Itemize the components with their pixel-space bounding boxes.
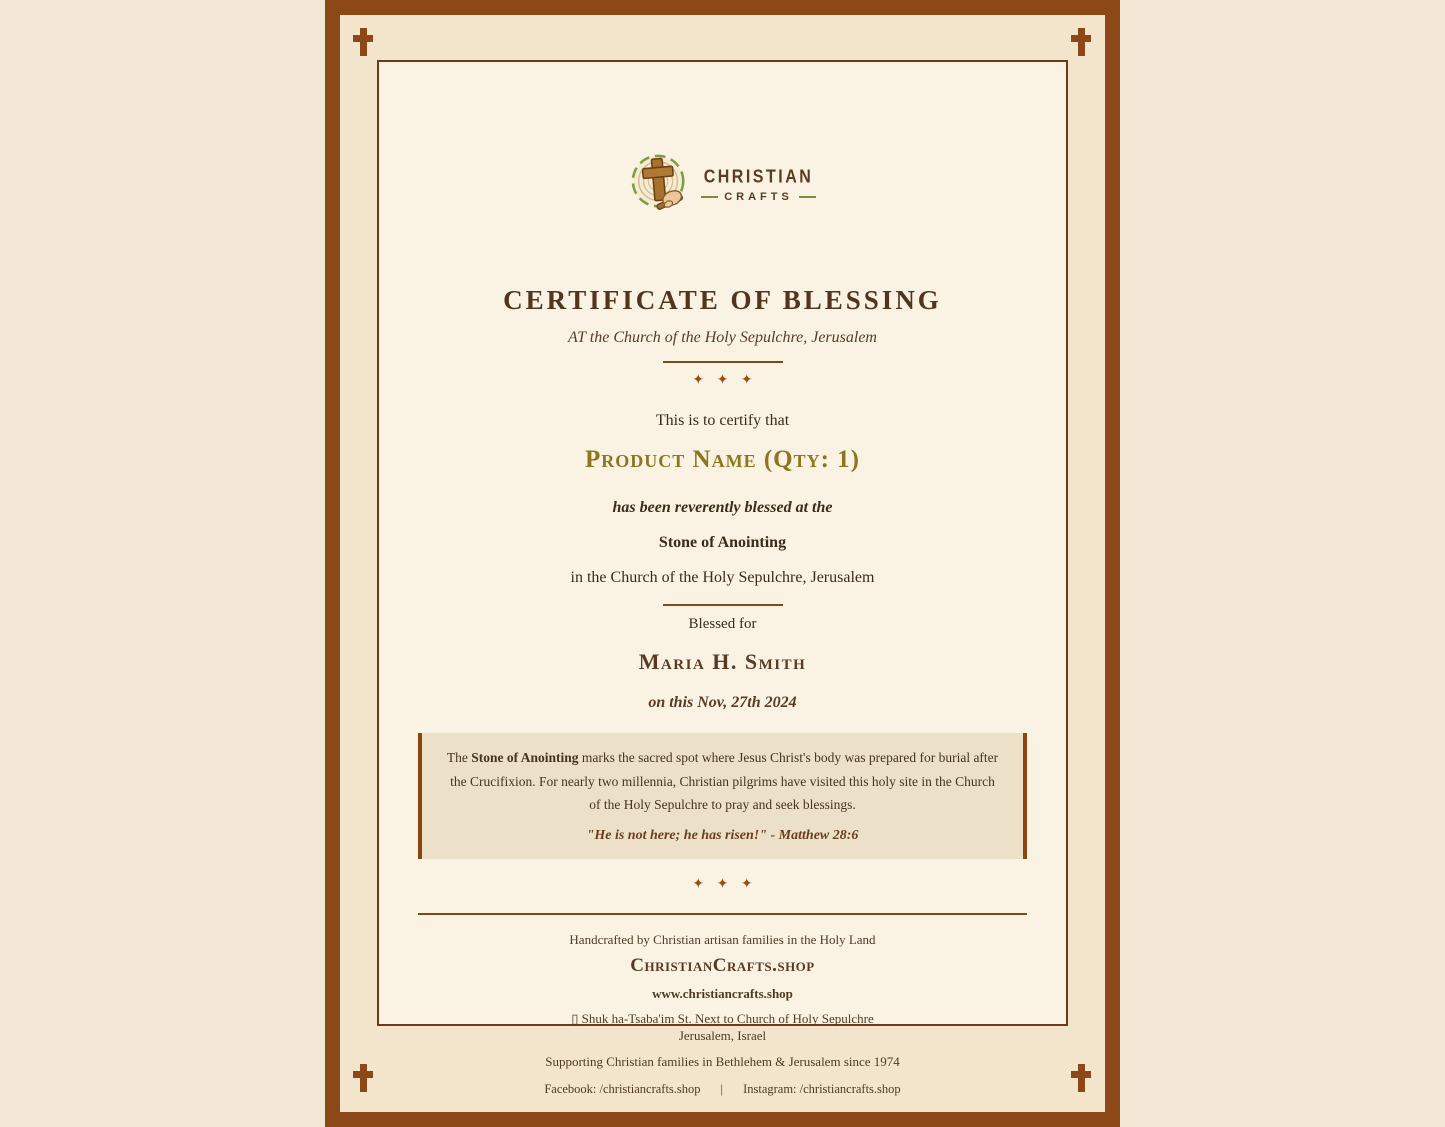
facebook-handle: Facebook: /christiancrafts.shop: [544, 1081, 701, 1096]
brand-logo: [379, 150, 1066, 221]
brand-subname-row: [701, 191, 816, 203]
info-text-bold: Stone of Anointing: [471, 750, 579, 765]
certificate-title: CERTIFICATE OF BLESSING: [503, 285, 942, 315]
info-text: [446, 746, 999, 817]
shop-name: ChristianCrafts.shop: [630, 954, 815, 976]
social-links: [379, 1082, 1066, 1097]
separator-bar: |: [720, 1081, 724, 1096]
dash-ornament: [799, 196, 816, 198]
logo-emblem-icon: [629, 150, 691, 221]
blessed-for-label: Blessed for: [688, 616, 757, 632]
corner-cross-icon: [353, 1064, 373, 1092]
divider-line: [663, 604, 783, 606]
logo-wordmark: [701, 169, 816, 203]
diamond-ornament: ✦ ✦ ✦: [692, 876, 753, 892]
blessing-date: on this Nov, 27th 2024: [648, 694, 797, 711]
address-line2: Jerusalem, Israel: [678, 1027, 767, 1043]
supporting-line: Supporting Christian families in Bethlehem & Jerusalem since 1974: [545, 1053, 900, 1069]
location-detail: in the Church of the Holy Sepulchre, Jerusalem: [570, 569, 875, 586]
instagram-handle: Instagram: /christiancrafts.shop: [743, 1081, 901, 1096]
certificate-paper: [377, 60, 1068, 1096]
decorative-frame: [325, 0, 1120, 1127]
website-url: www.christiancrafts.shop: [652, 985, 793, 1001]
footer-rule: [418, 913, 1027, 915]
address-line1: Shuk ha-Tsaba'im St. Next to Church of Holy Sepulchre: [581, 1010, 874, 1026]
shop-address: [379, 1011, 1066, 1045]
location-name: Stone of Anointing: [658, 534, 787, 551]
corner-cross-icon: [353, 28, 373, 56]
recipient-name: Maria H. Smith: [638, 649, 807, 674]
brand-subname: CRAFTS: [724, 190, 793, 203]
info-box: [418, 733, 1027, 859]
corner-cross-icon: [1071, 28, 1091, 56]
info-text-prefix: The: [446, 750, 472, 765]
diamond-ornament: ✦ ✦ ✦: [692, 373, 753, 388]
missing-glyph-icon: ▯: [571, 1010, 579, 1026]
divider-line: [663, 361, 783, 363]
scripture-quote: "He is not here; he has risen!" - Matthew 28:6: [586, 827, 859, 843]
dash-ornament: [701, 196, 718, 198]
brand-name: CHRISTIAN: [703, 167, 814, 187]
corner-cross-icon: [1071, 1064, 1091, 1092]
handcrafted-line: Handcrafted by Christian artisan families in the Holy Land: [569, 931, 876, 947]
certificate-subtitle: AT the Church of the Holy Sepulchre, Jerusalem: [568, 329, 877, 346]
info-text-suffix: marks the sacred spot where Jesus Christ's body was prepared for burial after the Crucifixion. For nearly two millennia, Christian pilgrims have visited this holy site in the Church of the Holy Sepulchre to pray and seek blessings.: [450, 750, 999, 813]
blessed-line: has been reverently blessed at the: [612, 499, 833, 516]
certify-line: This is to certify that: [655, 412, 790, 429]
product-name: Product Name (Qty: 1): [585, 446, 860, 473]
